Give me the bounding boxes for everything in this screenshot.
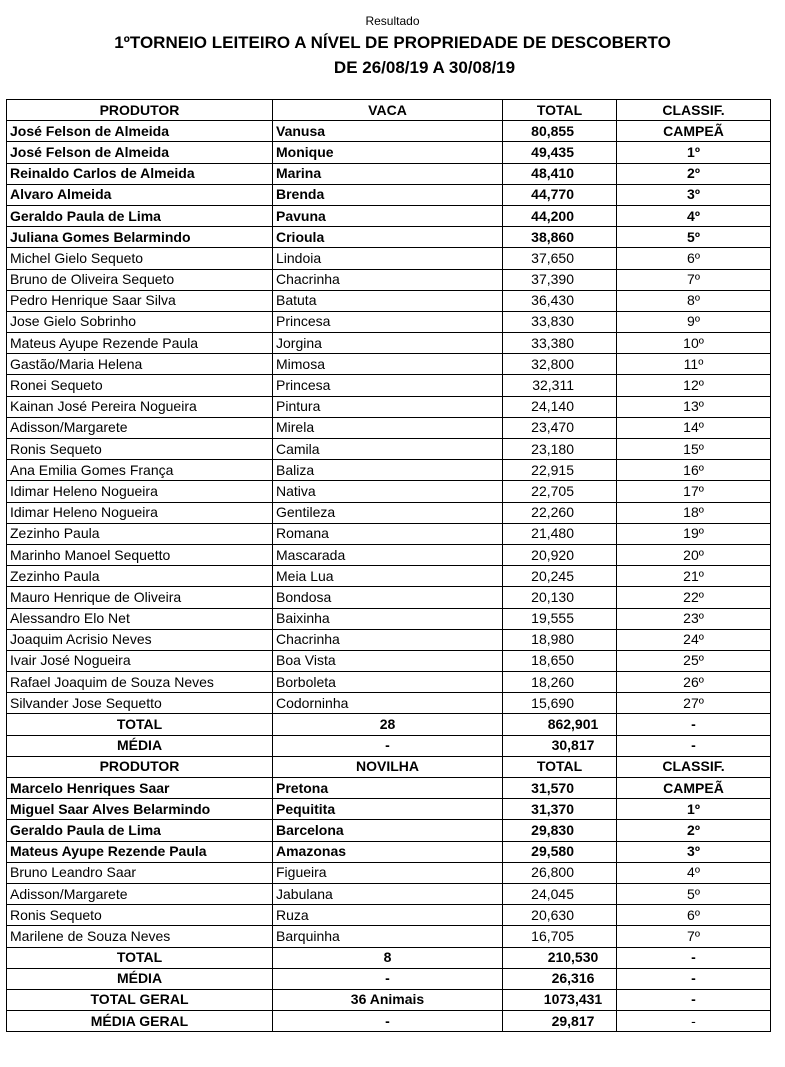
total-cell: 29,580 (503, 841, 617, 862)
animal-cell: Mimosa (273, 354, 503, 375)
animal-cell: Baixinha (273, 608, 503, 629)
animal-cell: Crioula (273, 227, 503, 248)
animal-cell: Romana (273, 523, 503, 544)
summary-label: MÉDIA (7, 735, 273, 756)
animal-cell: Monique (273, 142, 503, 163)
summary-classif: - (617, 735, 771, 756)
produtor-cell: Ronis Sequeto (7, 439, 273, 460)
produtor-cell: Adisson/Margarete (7, 883, 273, 904)
total-cell: 44,770 (503, 184, 617, 205)
produtor-cell: Rafael Joaquim de Souza Neves (7, 672, 273, 693)
table-row (7, 799, 771, 820)
total-cell: 18,980 (503, 629, 617, 650)
total-cell: 38,860 (503, 227, 617, 248)
produtor-cell: Jose Gielo Sobrinho (7, 311, 273, 332)
total-cell: 32,311 (503, 375, 617, 396)
total-cell: 29,830 (503, 820, 617, 841)
table-row (7, 227, 771, 248)
summary-count: - (273, 735, 503, 756)
animal-cell: Mascarada (273, 544, 503, 565)
total-cell: 37,390 (503, 269, 617, 290)
classif-cell: 14º (617, 417, 771, 438)
produtor-cell: Bruno de Oliveira Sequeto (7, 269, 273, 290)
classif-cell: 13º (617, 396, 771, 417)
animal-cell: Meia Lua (273, 566, 503, 587)
total-cell: 18,260 (503, 672, 617, 693)
animal-cell: Pavuna (273, 205, 503, 226)
summary-count: 8 (273, 947, 503, 968)
classif-cell: 23º (617, 608, 771, 629)
produtor-cell: Geraldo Paula de Lima (7, 205, 273, 226)
classif-cell: 9º (617, 311, 771, 332)
produtor-cell: Marinho Manoel Sequetto (7, 544, 273, 565)
table-row (7, 608, 771, 629)
section-header-row (7, 756, 771, 777)
table-row (7, 693, 771, 714)
table-row (7, 629, 771, 650)
animal-cell: Pretona (273, 778, 503, 799)
results-table-body (7, 100, 771, 1032)
produtor-cell: Silvander Jose Sequetto (7, 693, 273, 714)
produtor-cell: Miguel Saar Alves Belarmindo (7, 799, 273, 820)
total-cell: 32,800 (503, 354, 617, 375)
table-row (7, 566, 771, 587)
produtor-cell: Mauro Henrique de Oliveira (7, 587, 273, 608)
media-geral-row (7, 1011, 771, 1032)
animal-cell: Princesa (273, 311, 503, 332)
animal-cell: Chacrinha (273, 629, 503, 650)
animal-cell: Brenda (273, 184, 503, 205)
animal-cell: Nativa (273, 481, 503, 502)
animal-cell: Boa Vista (273, 650, 503, 671)
summary-count: - (273, 1011, 503, 1032)
produtor-cell: Kainan José Pereira Nogueira (7, 396, 273, 417)
total-cell: 22,915 (503, 460, 617, 481)
column-header-produtor: PRODUTOR (7, 100, 273, 121)
summary-total: 30,817 (503, 735, 617, 756)
animal-cell: Princesa (273, 375, 503, 396)
table-row (7, 269, 771, 290)
classif-cell: 26º (617, 672, 771, 693)
column-header-animal: VACA (273, 100, 503, 121)
summary-label: TOTAL (7, 947, 273, 968)
table-row (7, 841, 771, 862)
total-cell: 20,920 (503, 544, 617, 565)
table-row (7, 417, 771, 438)
animal-cell: Chacrinha (273, 269, 503, 290)
summary-label: TOTAL GERAL (7, 989, 273, 1010)
result-label: Resultado (365, 14, 420, 28)
classif-cell: 24º (617, 629, 771, 650)
produtor-cell: Idimar Heleno Nogueira (7, 502, 273, 523)
total-cell: 26,800 (503, 862, 617, 883)
vaca-total-row (7, 714, 771, 735)
classif-cell: 4º (617, 862, 771, 883)
results-table (6, 99, 771, 1032)
produtor-cell: José Felson de Almeida (7, 121, 273, 142)
total-cell: 31,570 (503, 778, 617, 799)
classif-cell: 5º (617, 227, 771, 248)
total-cell: 31,370 (503, 799, 617, 820)
total-cell: 44,200 (503, 205, 617, 226)
animal-cell: Barquinha (273, 926, 503, 947)
classif-cell: 1º (617, 142, 771, 163)
tournament-title: 1ºTORNEIO LEITEIRO A NÍVEL DE PROPRIEDADE DE DESCOBERTO (114, 33, 671, 52)
total-cell: 20,245 (503, 566, 617, 587)
produtor-cell: Alessandro Elo Net (7, 608, 273, 629)
classif-cell: 17º (617, 481, 771, 502)
total-cell: 20,630 (503, 905, 617, 926)
produtor-cell: Mateus Ayupe Rezende Paula (7, 333, 273, 354)
table-row (7, 883, 771, 904)
classif-cell: 27º (617, 693, 771, 714)
classif-cell: 12º (617, 375, 771, 396)
classif-cell: 2º (617, 820, 771, 841)
summary-classif: - (617, 1011, 771, 1032)
total-cell: 20,130 (503, 587, 617, 608)
classif-cell: 22º (617, 587, 771, 608)
animal-cell: Baliza (273, 460, 503, 481)
classif-cell: 4º (617, 205, 771, 226)
summary-total: 1073,431 (503, 989, 617, 1010)
table-row (7, 502, 771, 523)
classif-cell: 2º (617, 163, 771, 184)
table-row (7, 396, 771, 417)
animal-cell: Mirela (273, 417, 503, 438)
classif-cell: 25º (617, 650, 771, 671)
total-cell: 36,430 (503, 290, 617, 311)
table-row (7, 460, 771, 481)
produtor-cell: Geraldo Paula de Lima (7, 820, 273, 841)
total-cell: 48,410 (503, 163, 617, 184)
produtor-cell: Reinaldo Carlos de Almeida (7, 163, 273, 184)
table-row (7, 905, 771, 926)
produtor-cell: Pedro Henrique Saar Silva (7, 290, 273, 311)
summary-count: - (273, 968, 503, 989)
summary-classif: - (617, 989, 771, 1010)
column-header-total: TOTAL (503, 100, 617, 121)
table-row (7, 650, 771, 671)
animal-cell: Bondosa (273, 587, 503, 608)
animal-cell: Jabulana (273, 883, 503, 904)
summary-total: 26,316 (503, 968, 617, 989)
produtor-cell: Idimar Heleno Nogueira (7, 481, 273, 502)
produtor-cell: Marilene de Souza Neves (7, 926, 273, 947)
table-row (7, 290, 771, 311)
animal-cell: Gentileza (273, 502, 503, 523)
table-row (7, 205, 771, 226)
total-cell: 37,650 (503, 248, 617, 269)
total-cell: 22,705 (503, 481, 617, 502)
table-row (7, 862, 771, 883)
summary-total: 862,901 (503, 714, 617, 735)
table-row (7, 121, 771, 142)
table-row (7, 163, 771, 184)
produtor-cell: Zezinho Paula (7, 523, 273, 544)
produtor-cell: Ronis Sequeto (7, 905, 273, 926)
novilha-media-row (7, 968, 771, 989)
table-row (7, 248, 771, 269)
animal-cell: Lindoia (273, 248, 503, 269)
table-row (7, 481, 771, 502)
summary-count: 36 Animais (273, 989, 503, 1010)
animal-cell: Ruza (273, 905, 503, 926)
total-cell: 80,855 (503, 121, 617, 142)
summary-total: 210,530 (503, 947, 617, 968)
total-cell: 33,830 (503, 311, 617, 332)
animal-cell: Pintura (273, 396, 503, 417)
vaca-media-row (7, 735, 771, 756)
table-row (7, 439, 771, 460)
produtor-cell: Zezinho Paula (7, 566, 273, 587)
total-cell: 24,045 (503, 883, 617, 904)
table-row (7, 523, 771, 544)
summary-label: MÉDIA (7, 968, 273, 989)
animal-cell: Marina (273, 163, 503, 184)
column-header-classif: CLASSIF. (617, 100, 771, 121)
animal-cell: Figueira (273, 862, 503, 883)
total-cell: 24,140 (503, 396, 617, 417)
classif-cell: 11º (617, 354, 771, 375)
table-row (7, 375, 771, 396)
produtor-cell: Adisson/Margarete (7, 417, 273, 438)
total-cell: 49,435 (503, 142, 617, 163)
produtor-cell: Juliana Gomes Belarmindo (7, 227, 273, 248)
summary-classif: - (617, 947, 771, 968)
total-cell: 16,705 (503, 926, 617, 947)
classif-cell: 10º (617, 333, 771, 354)
classif-cell: 19º (617, 523, 771, 544)
produtor-cell: Gastão/Maria Helena (7, 354, 273, 375)
classif-cell: 20º (617, 544, 771, 565)
animal-cell: Barcelona (273, 820, 503, 841)
table-row (7, 587, 771, 608)
produtor-cell: Ronei Sequeto (7, 375, 273, 396)
novilha-total-row (7, 947, 771, 968)
column-header-produtor: PRODUTOR (7, 756, 273, 777)
total-cell: 33,380 (503, 333, 617, 354)
animal-cell: Amazonas (273, 841, 503, 862)
classif-cell: 16º (617, 460, 771, 481)
table-row (7, 820, 771, 841)
table-row (7, 333, 771, 354)
column-header-animal: NOVILHA (273, 756, 503, 777)
produtor-cell: Joaquim Acrisio Neves (7, 629, 273, 650)
animal-cell: Borboleta (273, 672, 503, 693)
summary-total: 29,817 (503, 1011, 617, 1032)
animal-cell: Pequitita (273, 799, 503, 820)
classif-cell: 1º (617, 799, 771, 820)
total-cell: 23,180 (503, 439, 617, 460)
summary-classif: - (617, 714, 771, 735)
summary-label: MÉDIA GERAL (7, 1011, 273, 1032)
animal-cell: Codorninha (273, 693, 503, 714)
produtor-cell: José Felson de Almeida (7, 142, 273, 163)
animal-cell: Jorgina (273, 333, 503, 354)
section-header-row (7, 100, 771, 121)
table-row (7, 311, 771, 332)
classif-cell: 15º (617, 439, 771, 460)
column-header-classif: CLASSIF. (617, 756, 771, 777)
classif-cell: CAMPEÃ (617, 121, 771, 142)
produtor-cell: Marcelo Henriques Saar (7, 778, 273, 799)
animal-cell: Batuta (273, 290, 503, 311)
total-cell: 15,690 (503, 693, 617, 714)
summary-label: TOTAL (7, 714, 273, 735)
classif-cell: CAMPEÃ (617, 778, 771, 799)
summary-classif: - (617, 968, 771, 989)
table-row (7, 672, 771, 693)
produtor-cell: Bruno Leandro Saar (7, 862, 273, 883)
classif-cell: 18º (617, 502, 771, 523)
produtor-cell: Michel Gielo Sequeto (7, 248, 273, 269)
table-row (7, 778, 771, 799)
classif-cell: 7º (617, 926, 771, 947)
total-cell: 18,650 (503, 650, 617, 671)
classif-cell: 6º (617, 905, 771, 926)
produtor-cell: Ivair José Nogueira (7, 650, 273, 671)
column-header-total: TOTAL (503, 756, 617, 777)
classif-cell: 3º (617, 184, 771, 205)
table-row (7, 142, 771, 163)
table-row (7, 926, 771, 947)
classif-cell: 3º (617, 841, 771, 862)
tournament-dates: DE 26/08/19 A 30/08/19 (333, 58, 516, 77)
summary-count: 28 (273, 714, 503, 735)
animal-cell: Camila (273, 439, 503, 460)
total-cell: 23,470 (503, 417, 617, 438)
total-cell: 21,480 (503, 523, 617, 544)
table-row (7, 544, 771, 565)
classif-cell: 6º (617, 248, 771, 269)
classif-cell: 5º (617, 883, 771, 904)
produtor-cell: Mateus Ayupe Rezende Paula (7, 841, 273, 862)
total-geral-row (7, 989, 771, 1010)
produtor-cell: Alvaro Almeida (7, 184, 273, 205)
produtor-cell: Ana Emilia Gomes França (7, 460, 273, 481)
table-row (7, 354, 771, 375)
classif-cell: 8º (617, 290, 771, 311)
total-cell: 22,260 (503, 502, 617, 523)
table-row (7, 184, 771, 205)
animal-cell: Vanusa (273, 121, 503, 142)
classif-cell: 21º (617, 566, 771, 587)
classif-cell: 7º (617, 269, 771, 290)
total-cell: 19,555 (503, 608, 617, 629)
